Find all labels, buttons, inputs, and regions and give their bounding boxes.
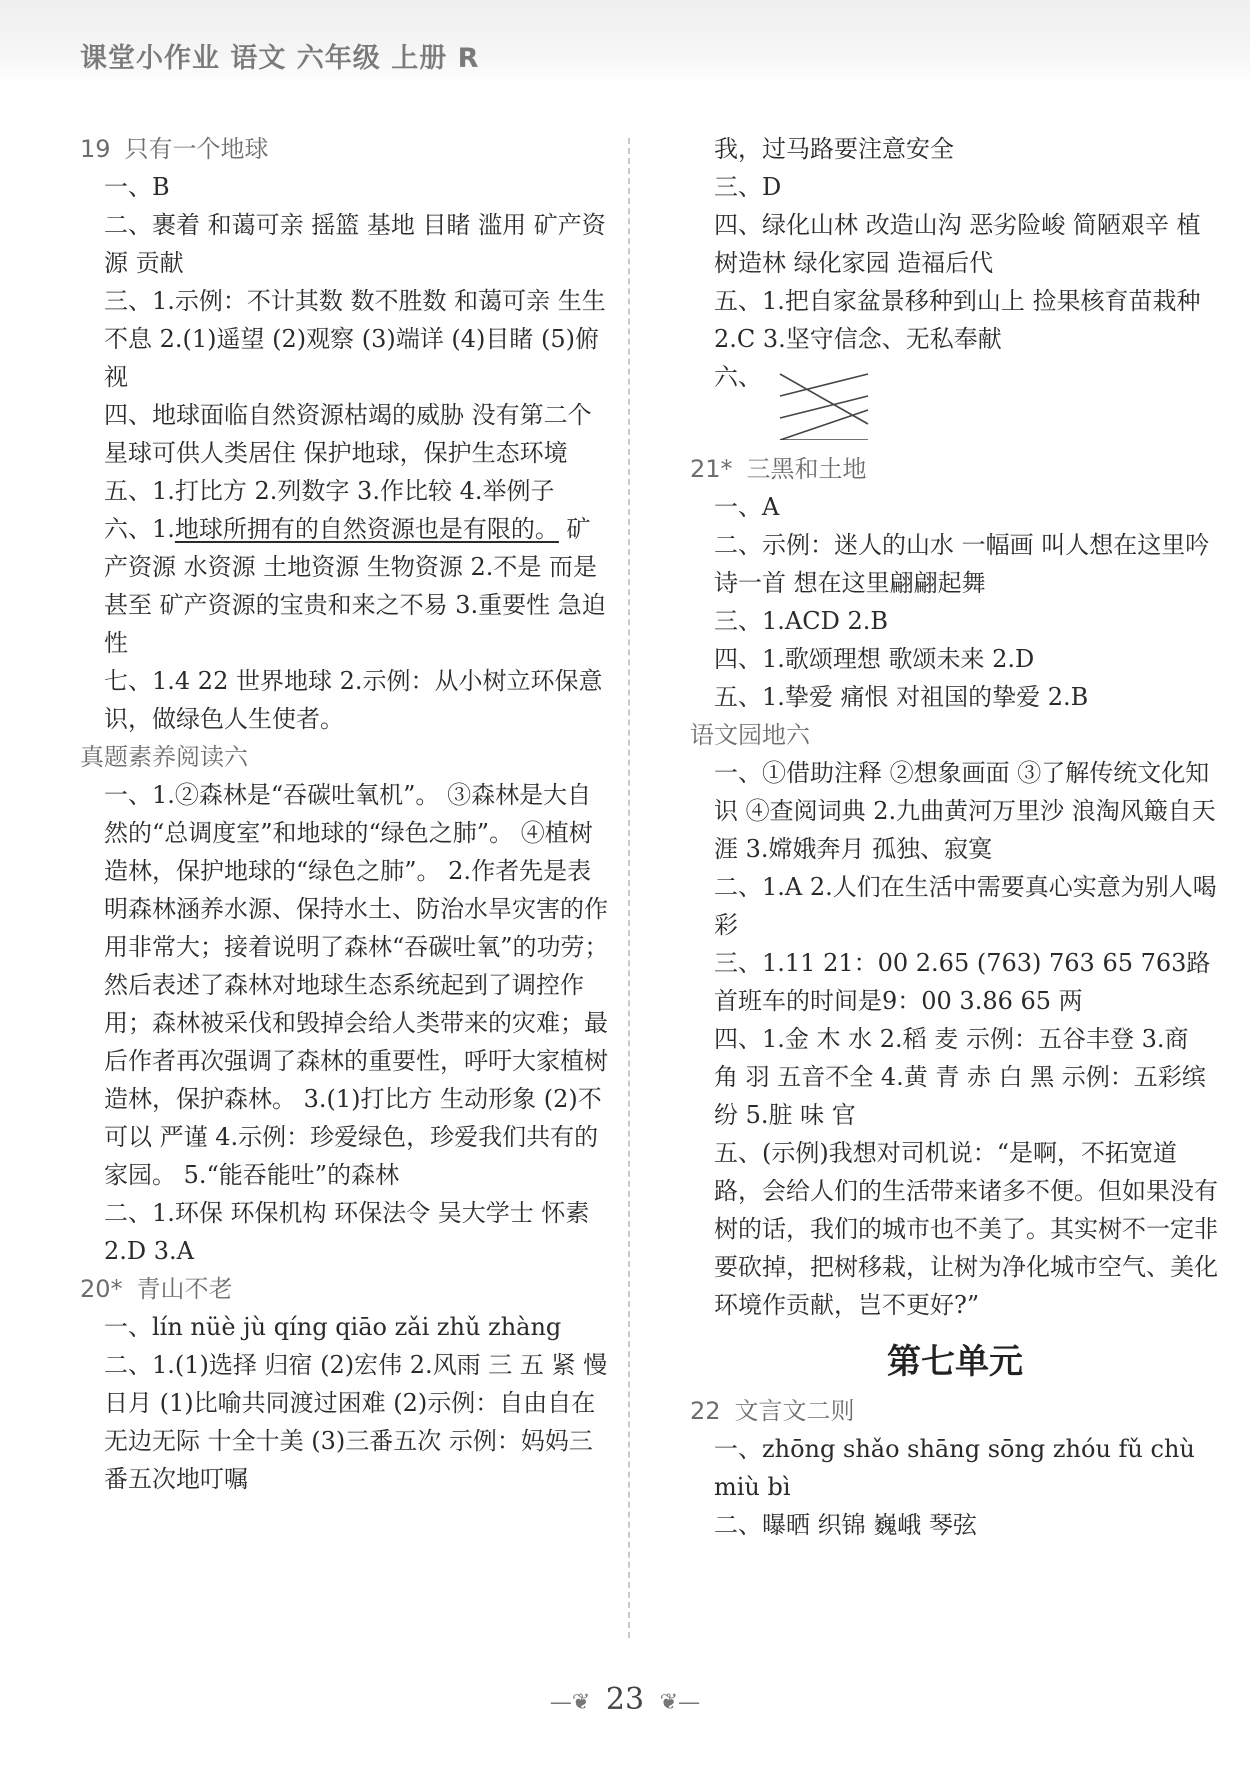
section-heading <box>80 1270 610 1308</box>
answer-label: 六、 <box>714 363 762 391</box>
answer-item: 二、1.(1)选择 归宿 (2)宏伟 2.风雨 三 五 紧 慢 日月 (1)比喻共同渡过困难 (2)示例：自由自在 无边无际 十全十美 (3)三番五次 示例：妈妈三番五次地叮嘱 <box>104 1351 608 1493</box>
answer-item: 五、1.挚爱 痛恨 对祖国的挚爱 2.B <box>714 683 1089 711</box>
answer-item: 我，过马路要注意安全 <box>714 135 954 163</box>
page-number: 23 <box>605 1682 645 1717</box>
section-heading <box>80 738 610 776</box>
section-heading <box>80 130 610 168</box>
section-number: 21* <box>690 455 733 483</box>
section-title: 青山不老 <box>136 1275 233 1303</box>
section-heading <box>690 716 1220 754</box>
underlined-answer: 地球所拥有的自然资源也是有限的。 <box>174 515 559 543</box>
answer-item <box>80 510 610 662</box>
section-number: 22 <box>690 1397 721 1425</box>
answer-item: 一、B <box>104 173 170 201</box>
section-title: 三黑和土地 <box>746 455 867 483</box>
section-title: 文言文二则 <box>734 1397 855 1425</box>
unit-title: 第七单元 <box>887 1342 1023 1382</box>
section-title: 语文园地六 <box>690 721 810 749</box>
answer-rest: 矿产资源 水资源 土地资源 生物资源 2.不是 而是 甚至 矿产资源的宝贵和来之不易 3.重要性 急迫性 <box>104 515 606 657</box>
answer-item: 二、1.A 2.人们在生活中需要真心实意为别人喝彩 <box>714 873 1217 939</box>
matching-lines-diagram <box>774 366 874 440</box>
section-heading <box>690 1392 1220 1430</box>
left-column <box>80 130 610 1498</box>
answer-item: 二、曝晒 织锦 巍峨 琴弦 <box>714 1511 977 1539</box>
section-title: 真题素养阅读六 <box>80 743 248 771</box>
answer-item: 一、zhōng shǎo shāng sōng zhóu fǔ chù miù bì <box>714 1435 1195 1501</box>
answer-item: 四、1.金 木 水 2.稻 麦 示例：五谷丰登 3.商 角 羽 五音不全 4.黄 青 赤 白 黑 示例：五彩缤纷 5.脏 味 官 <box>714 1025 1206 1129</box>
answer-item: 二、1.环保 环保机构 环保法令 吴大学士 怀素 2.D 3.A <box>104 1199 590 1265</box>
page-footer <box>0 1682 1250 1717</box>
answer-item: 五、1.把自家盆景移种到山上 捡果核育苗栽种 2.C 3.坚守信念、无私奉献 <box>714 287 1201 353</box>
answer-item: 一、1.②森林是“吞碳吐氧机”。 ③森林是大自然的“总调度室”和地球的“绿色之肺”。 ④植树造林，保护地球的“绿色之肺”。 2.作者先是表明森林涵养水源、保持水土、防治水旱灾害的作用非常大；接着说明了森林“吞碳吐氧”的功劳；然后表述了森林对地球生态系统起到了调控作用；森林被采伐和毁掉会给人类带来的灾难；最后作者再次强调了森林的重要性，呼吁大家植树造林，保护森林。 3.(1)打比方 生动形象 (2)不可以 严谨 4.示例：珍爱绿色，珍爱我们共有的家园。 5.“能吞能吐”的森林 <box>104 781 609 1189</box>
answer-item: 一、A <box>714 493 780 521</box>
section-heading <box>690 450 1220 488</box>
section-number: 19 <box>80 135 111 163</box>
answer-item: 四、绿化山林 改造山沟 恶劣险峻 简陋艰辛 植树造林 绿化家园 造福后代 <box>714 211 1201 277</box>
answer-item: 三、1.11 21：00 2.65 (763) 763 65 763路首班车的时间是9：00 3.86 65 两 <box>714 949 1211 1015</box>
answer-item: 二、示例：迷人的山水 一幅画 叫人想在这里吟诗一首 想在这里翩翩起舞 <box>714 531 1210 597</box>
right-column <box>690 130 1220 1544</box>
answer-prefix: 六、1. <box>104 515 175 543</box>
column-divider <box>628 138 630 1638</box>
matching-answer <box>690 358 1220 450</box>
answer-item: 四、1.歌颂理想 歌颂未来 2.D <box>714 645 1035 673</box>
leaf-left-icon: —❦ <box>549 1690 591 1715</box>
answer-item: 三、1.ACD 2.B <box>714 607 888 635</box>
answer-item: 三、D <box>714 173 782 201</box>
answer-item: 二、裹着 和蔼可亲 摇篮 基地 目睹 滥用 矿产资源 贡献 <box>104 211 606 277</box>
leaf-right-icon: ❦— <box>659 1690 701 1715</box>
answer-item: 一、lín nüè jù qíng qiāo zǎi zhǔ zhàng <box>104 1313 562 1341</box>
section-number: 20* <box>80 1275 123 1303</box>
answer-item: 七、1.4 22 世界地球 2.示例：从小树立环保意识，做绿色人生使者。 <box>104 667 603 733</box>
answer-item: 四、地球面临自然资源枯竭的威胁 没有第二个星球可供人类居住 保护地球，保护生态环境 <box>104 401 592 467</box>
header-title: 课堂小作业 语文 六年级 上册 R <box>80 43 480 74</box>
answer-item: 一、①借助注释 ②想象画面 ③了解传统文化知识 ④查阅词典 2.九曲黄河万里沙 浪淘风簸自天涯 3.嫦娥奔月 孤独、寂寞 <box>714 759 1216 863</box>
section-title: 只有一个地球 <box>124 135 269 163</box>
answer-item: 五、1.打比方 2.列数字 3.作比较 4.举例子 <box>104 477 555 505</box>
answer-item: 五、(示例)我想对司机说：“是啊，不拓宽道路，会给人们的生活带来诸多不便。但如果没有树的话，我们的城市也不美了。其实树不一定非要砍掉，把树移栽，让树为净化城市空气、美化环境作贡献，岂不更好?” <box>714 1139 1218 1319</box>
matching-line <box>780 374 868 396</box>
answer-item: 三、1.示例：不计其数 数不胜数 和蔼可亲 生生不息 2.(1)遥望 (2)观察 (3)端详 (4)目睹 (5)俯视 <box>104 287 606 391</box>
